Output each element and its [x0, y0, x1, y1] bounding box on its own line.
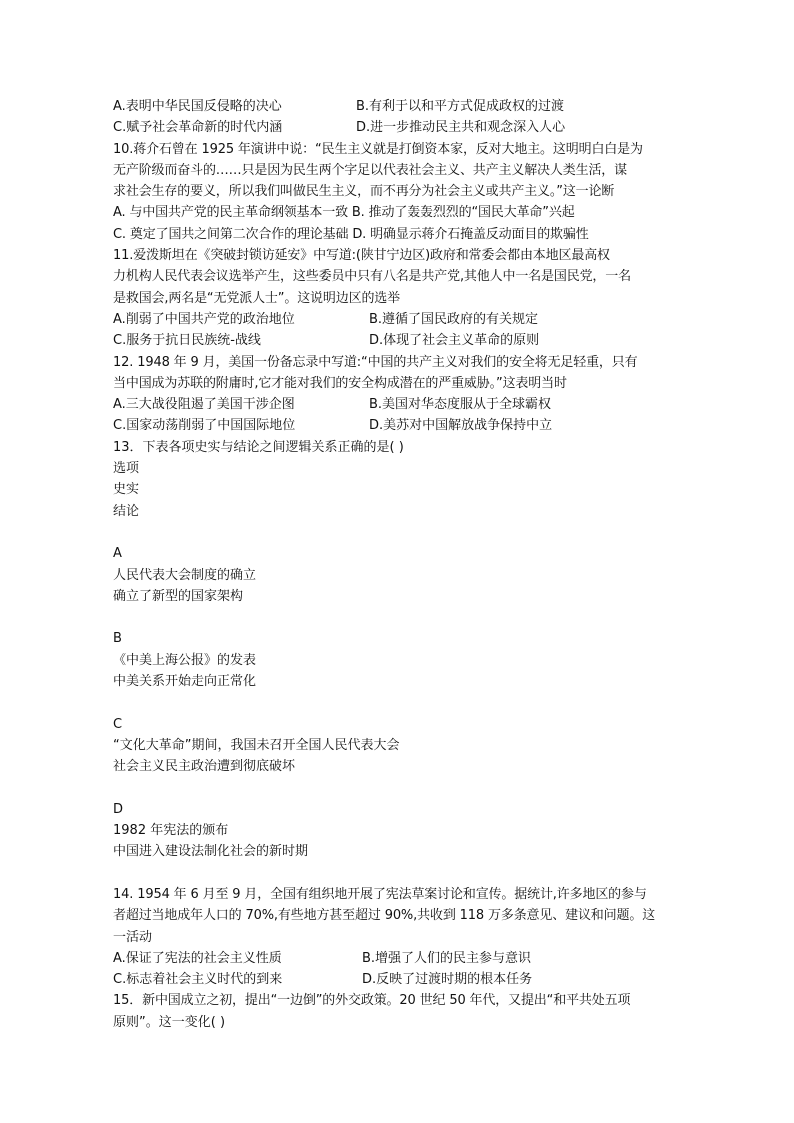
q13-row-c-option[interactable]: C [113, 716, 123, 732]
q9-option-a[interactable]: A.表明中华民国反侵略的决心 [113, 99, 282, 114]
q13-header-fact: 史实 [113, 482, 140, 498]
q13-header-option: 选项 [113, 461, 140, 477]
q11-option-b[interactable]: B.遵循了国民政府的有关规定 [369, 311, 539, 327]
q13-row-b-conclusion: 中美关系开始走向正常化 [113, 674, 257, 690]
q10-stem-line-2: 无产阶级而奋斗的……只是因为民生两个字足以代表社会主义、共产主义解决人类生活，谋 [113, 162, 628, 178]
q11-stem-line-3: 是救国会,两名是“无党派人士”。这说明边区的选举 [113, 290, 401, 306]
q12-option-c[interactable]: C.国家动荡削弱了中国国际地位 [113, 418, 296, 434]
q13-row-b-option[interactable]: B [113, 631, 122, 647]
q11-option-a[interactable]: A.削弱了中国共产党的政治地位 [113, 311, 295, 327]
q12-stem-line-2: 当中国成为苏联的附庸时,它才能对我们的安全构成潜在的严重威胁。”这表明当时 [113, 375, 567, 391]
exam-page [113, 96, 683, 1033]
q13-row-c-fact: “文化大革命”期间，我国未召开全国人民代表大会 [113, 737, 400, 753]
spacer [113, 778, 683, 799]
q13-row-c-conclusion: 社会主义民主政治遭到彻底破坏 [113, 759, 296, 775]
q12-option-d[interactable]: D.美苏对中国解放战争保持中立 [369, 418, 553, 434]
q11-stem-line-1: 11.爱泼斯坦在《突破封锁访延安》中写道:(陕甘宁边区)政府和常委会都由本地区最高权 [113, 248, 610, 264]
q10-stem-line-1: 10.蒋介石曾在 1925 年演讲中说：“民生主义就是打倒资本家，反对大地主。这明明白白是为 [113, 141, 643, 157]
spacer [113, 607, 683, 628]
q12-option-a[interactable]: A.三大战役阻遏了美国干涉企图 [113, 397, 295, 413]
q13-row-d-conclusion: 中国进入建设法制化社会的新时期 [113, 844, 309, 860]
q11-options-row-2 [113, 330, 683, 351]
q10-options-ab[interactable]: A. 与中国共产党的民主革命纲领基本一致 B. 推动了轰轰烈烈的“国民大革命”兴起 [113, 205, 575, 221]
q15-stem-line-2: 原则”。这一变化( ) [113, 1014, 226, 1030]
q9-option-d[interactable]: D.进一步推动民主共和观念深入人心 [356, 120, 566, 136]
q12-options-row-1 [113, 394, 683, 415]
q11-option-d[interactable]: D.体现了社会主义革命的原则 [369, 333, 540, 349]
spacer [113, 863, 683, 884]
q9-options-row-1 [113, 96, 683, 117]
q9-option-b[interactable]: B.有利于以和平方式促成政权的过渡 [356, 99, 565, 114]
q14-stem-line-3: 一活动 [113, 929, 153, 945]
q14-option-a[interactable]: A.保证了宪法的社会主义性质 [113, 950, 282, 966]
q13-row-d-fact: 1982 年宪法的颁布 [113, 823, 229, 839]
q9-option-c[interactable]: C.赋予社会革命新的时代内涵 [113, 120, 283, 136]
q12-stem-line-1: 12. 1948 年 9 月，美国一份备忘录中写道:“中国的共产主义对我们的安全将无足轻重，只有 [113, 354, 638, 370]
q13-row-a-conclusion: 确立了新型的国家架构 [113, 588, 244, 604]
q13-header-conclusion: 结论 [113, 503, 140, 519]
q11-options-row-1 [113, 309, 683, 330]
q14-stem-line-1: 14. 1954 年 6 月至 9 月，全国有组织地开展了宪法草案讨论和宣传。据统计,许多地区的参与 [113, 886, 647, 902]
q13-row-d-option[interactable]: D [113, 801, 124, 817]
q11-option-c[interactable]: C.服务于抗日民族统-战线 [113, 333, 261, 349]
q14-option-d[interactable]: D.反映了过渡时期的根本任务 [362, 972, 533, 988]
spacer [113, 522, 683, 543]
q10-stem-line-3: 求社会生存的要义，所以我们叫做民生主义，而不再分为社会主义或共产主义。”这一论断 [113, 184, 615, 200]
q13-row-a-option[interactable]: A [113, 546, 122, 562]
q14-option-c[interactable]: C.标志着社会主义时代的到来 [113, 972, 283, 988]
q13-row-a-fact: 人民代表大会制度的确立 [113, 567, 257, 583]
q9-options-row-2 [113, 117, 683, 138]
q13-stem: 13．下表各项史实与结论之间逻辑关系正确的是( ) [113, 439, 404, 455]
q14-options-row-1 [113, 948, 683, 969]
q14-stem-line-2: 者超过当地成年人口的 70%,有些地方甚至超过 90%,共收到 118 万多条意见、建议和问题。这 [113, 908, 656, 924]
q13-row-b-fact: 《中美上海公报》的发表 [113, 652, 257, 668]
q10-options-cd[interactable]: C. 奠定了国共之间第二次合作的理论基础 D. 明确显示蒋介石掩盖反动面目的欺骗性 [113, 226, 589, 242]
q12-options-row-2 [113, 415, 683, 436]
q14-options-row-2 [113, 969, 683, 990]
q15-stem-line-1: 15．新中国成立之初，提出“一边倒”的外交政策。20 世纪 50 年代，又提出“和平共处五项 [113, 993, 631, 1009]
q12-option-b[interactable]: B.美国对华态度服从于全球霸权 [369, 397, 552, 413]
spacer [113, 692, 683, 713]
q11-stem-line-2: 力机构人民代表会议选举产生，这些委员中只有八名是共产党,其他人中一名是国民党，一名 [113, 269, 631, 285]
q14-option-b[interactable]: B.增强了人们的民主参与意识 [362, 950, 532, 966]
